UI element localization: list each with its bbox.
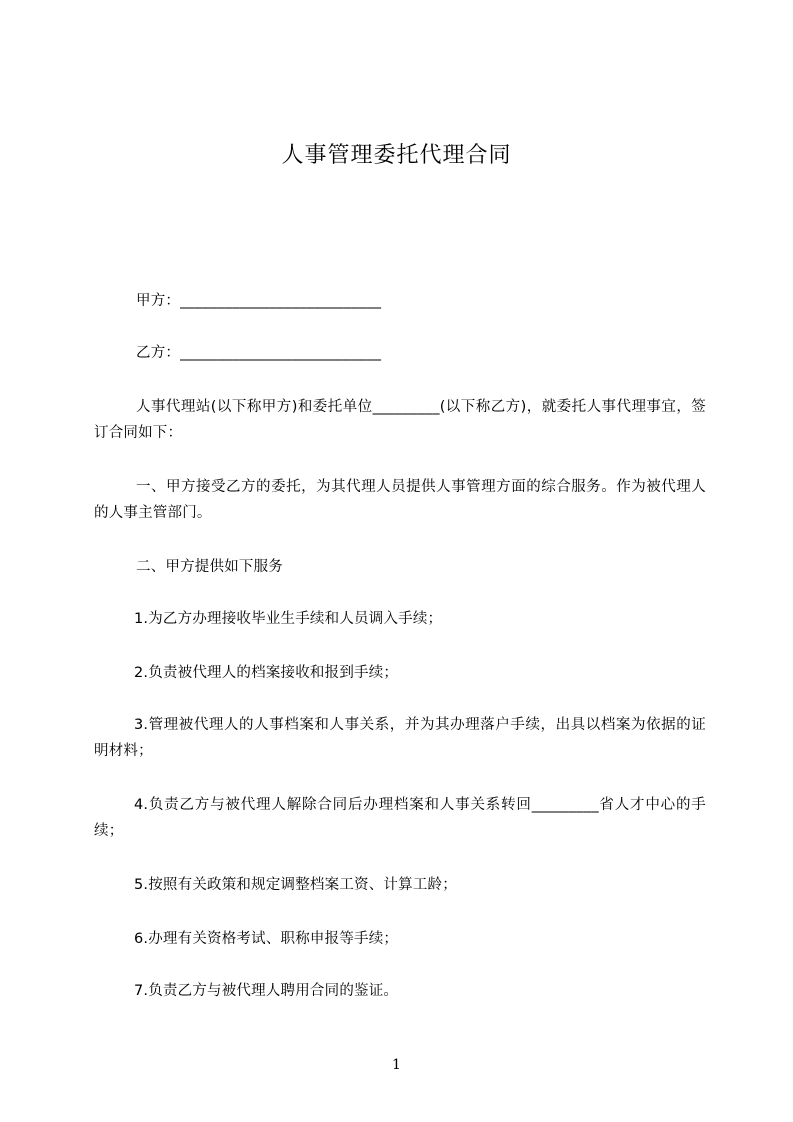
intro-paragraph: 人事代理站(以下称甲方)和委托单位_________(以下称乙方)，就委托人事代理事宜，签订合同如下： xyxy=(94,399,706,441)
party-b-line: 乙方：___________________________ xyxy=(136,345,382,361)
service-item-7: 7.负责乙方与被代理人聘用合同的鉴证。 xyxy=(134,983,399,999)
service-item-5: 5.按照有关政策和规定调整档案工资、计算工龄； xyxy=(134,877,457,893)
clause-1-paragraph: 一、甲方接受乙方的委托，为其代理人员提供人事管理方面的综合服务。作为被代理人的人事主管部门。 xyxy=(94,479,706,521)
service-item-6: 6.办理有关资格考试、职称申报等手续； xyxy=(134,931,399,947)
clause-2-heading: 二、甲方提供如下服务 xyxy=(136,559,283,575)
document-title: 人事管理委托代理合同 xyxy=(281,143,512,168)
service-item-2: 2.负责被代理人的档案接收和报到手续； xyxy=(134,665,399,681)
service-item-3: 3.管理被代理人的人事档案和人事关系，并为其办理落户手续，出具以档案为依据的证明材料； xyxy=(94,717,706,759)
service-item-1: 1.为乙方办理接收毕业生手续和人员调入手续； xyxy=(134,611,443,627)
page-number: 1 xyxy=(392,1057,401,1073)
service-item-4: 4.负责乙方与被代理人解除合同后办理档案和人事关系转回_________省人才中心的手续； xyxy=(94,797,706,839)
party-a-line: 甲方：___________________________ xyxy=(136,293,382,309)
